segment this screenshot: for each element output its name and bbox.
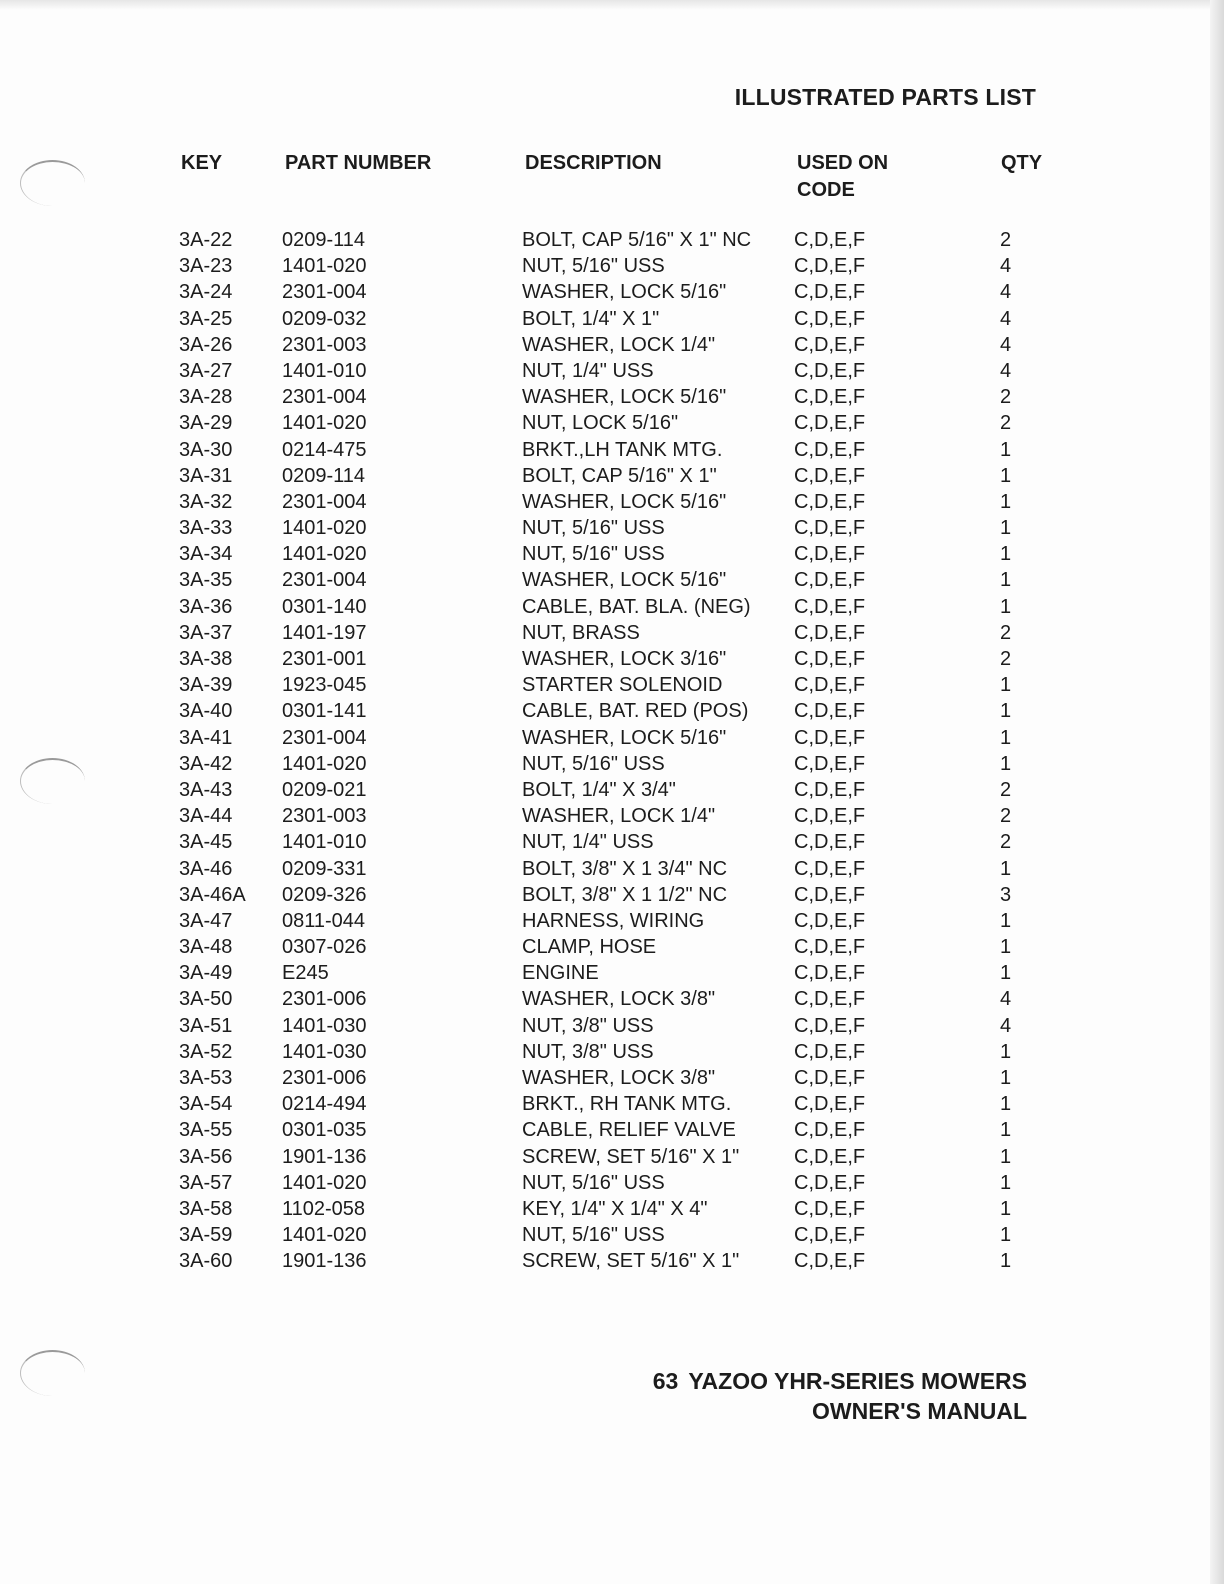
cell-part-number: 0209-021 [282,778,367,801]
table-row [172,1117,1052,1143]
cell-part-number: 0209-032 [282,307,367,330]
cell-part-number: 2301-004 [282,490,367,513]
cell-key: 3A-46A [179,883,246,906]
cell-part-number: 2301-006 [282,1067,367,1089]
cell-used-on-code: C,D,E,F [794,831,866,854]
cell-used-on-code: C,D,E,F [794,569,866,592]
column-header-used-on: USED ON [797,152,889,174]
cell-part-number: 2301-004 [282,281,367,304]
cell-used-on-code: C,D,E,F [794,1197,866,1220]
cell-description: NUT, 5/16" USS [522,517,665,540]
table-row [172,279,1052,305]
footer-manual-series: YAZOO YHR-SERIES MOWERS [688,1368,1027,1394]
cell-qty: 1 [1000,1171,1012,1194]
cell-qty: 1 [1000,726,1012,749]
cell-part-number: 2301-003 [282,805,367,828]
cell-qty: 4 [1000,333,1012,356]
cell-qty: 1 [1000,543,1012,566]
cell-description: WASHER, LOCK 5/16" [522,569,727,592]
column-header-part-number: PART NUMBER [285,152,432,174]
cell-part-number: 0214-494 [282,1093,367,1116]
cell-description: BOLT, 3/8" X 1 1/2" NC [522,883,728,906]
cell-description: NUT, 5/16" USS [522,1171,665,1194]
cell-used-on-code: C,D,E,F [794,857,866,880]
cell-qty: 1 [1000,490,1012,513]
cell-used-on-code: C,D,E,F [794,936,866,959]
cell-key: 3A-57 [179,1171,233,1194]
cell-key: 3A-23 [179,255,233,278]
cell-qty: 1 [1000,936,1012,959]
cell-key: 3A-53 [179,1067,233,1089]
cell-part-number: 1401-020 [282,1171,367,1194]
cell-part-number: 0301-140 [282,595,367,618]
cell-used-on-code: C,D,E,F [794,1093,866,1116]
cell-used-on-code: C,D,E,F [794,778,866,801]
cell-used-on-code: C,D,E,F [794,386,866,409]
cell-used-on-code: C,D,E,F [794,1250,866,1273]
cell-key: 3A-43 [179,778,233,801]
cell-qty: 2 [1000,229,1012,251]
table-row [172,1144,1052,1170]
cell-part-number: 1901-136 [282,1250,367,1273]
cell-key: 3A-54 [179,1093,233,1116]
cell-part-number: 1401-030 [282,1040,367,1063]
cell-key: 3A-59 [179,1224,233,1247]
cell-part-number: 0301-035 [282,1119,367,1142]
cell-key: 3A-27 [179,359,233,382]
table-row [172,856,1052,882]
cell-used-on-code: C,D,E,F [794,726,866,749]
cell-description: WASHER, LOCK 3/8" [522,988,716,1011]
cell-key: 3A-39 [179,674,233,697]
cell-description: WASHER, LOCK 1/4" [522,333,716,356]
cell-description: CABLE, BAT. RED (POS) [522,700,749,723]
cell-qty: 2 [1000,412,1012,435]
cell-qty: 1 [1000,962,1012,985]
page-right-edge [1210,0,1224,1584]
table-row [172,646,1052,672]
page-footer [653,1366,1027,1426]
cell-used-on-code: C,D,E,F [794,752,866,775]
column-header-qty: QTY [1001,152,1043,174]
cell-qty: 1 [1000,464,1012,487]
cell-used-on-code: C,D,E,F [794,883,866,906]
cell-used-on-code: C,D,E,F [794,281,866,304]
cell-description: HARNESS, WIRING [522,909,705,932]
table-row [172,437,1052,463]
table-row [172,908,1052,934]
cell-used-on-code: C,D,E,F [794,988,866,1011]
cell-qty: 4 [1000,359,1012,382]
cell-key: 3A-31 [179,464,233,487]
cell-qty: 2 [1000,621,1012,644]
cell-qty: 1 [1000,595,1012,618]
table-row [172,829,1052,855]
cell-used-on-code: C,D,E,F [794,700,866,723]
cell-part-number: 1401-030 [282,1014,367,1037]
cell-description: NUT, 5/16" USS [522,543,665,566]
cell-key: 3A-42 [179,752,233,775]
cell-part-number: 0811-044 [282,909,366,932]
cell-description: NUT, 1/4" USS [522,359,654,382]
cell-qty: 1 [1000,1250,1012,1273]
cell-description: SCREW, SET 5/16" X 1" [522,1145,740,1168]
cell-description: WASHER, LOCK 1/4" [522,805,716,828]
table-row [172,1039,1052,1065]
cell-key: 3A-47 [179,909,233,932]
cell-part-number: 0307-026 [282,936,367,959]
footer-manual-title: OWNER'S MANUAL [811,1398,1027,1424]
table-row [172,541,1052,567]
cell-part-number: 2301-004 [282,726,367,749]
cell-description: WASHER, LOCK 3/8" [522,1067,716,1089]
cell-key: 3A-58 [179,1197,233,1220]
cell-used-on-code: C,D,E,F [794,674,866,697]
table-row [172,1196,1052,1222]
page-top-edge [0,0,1224,10]
table-row [172,384,1052,410]
cell-part-number: 1401-020 [282,1224,367,1247]
cell-used-on-code: C,D,E,F [794,517,866,540]
cell-used-on-code: C,D,E,F [794,543,866,566]
cell-part-number: 0209-114 [282,229,366,251]
cell-used-on-code: C,D,E,F [794,1067,866,1089]
cell-used-on-code: C,D,E,F [794,333,866,356]
cell-part-number: 1102-058 [282,1197,366,1220]
cell-part-number: 2301-004 [282,386,367,409]
cell-used-on-code: C,D,E,F [794,1040,866,1063]
cell-part-number: 1401-197 [282,621,367,644]
table-row [172,960,1052,986]
cell-qty: 2 [1000,831,1012,854]
table-row [172,567,1052,593]
punch-hole-bottom [20,1350,85,1396]
cell-description: ENGINE [522,962,599,985]
cell-key: 3A-45 [179,831,233,854]
cell-used-on-code: C,D,E,F [794,1014,866,1037]
cell-part-number: 2301-006 [282,988,367,1011]
cell-description: NUT, LOCK 5/16" [522,412,679,435]
cell-part-number: 0209-326 [282,883,367,906]
cell-used-on-code: C,D,E,F [794,621,866,644]
cell-qty: 2 [1000,805,1012,828]
cell-used-on-code: C,D,E,F [794,490,866,513]
cell-description: NUT, 3/8" USS [522,1040,654,1063]
cell-qty: 1 [1000,752,1012,775]
table-row [172,620,1052,646]
cell-key: 3A-25 [179,307,233,330]
cell-key: 3A-60 [179,1250,233,1273]
table-row [172,1248,1052,1274]
cell-description: CABLE, RELIEF VALVE [522,1119,736,1142]
table-row [172,594,1052,620]
cell-used-on-code: C,D,E,F [794,595,866,618]
cell-part-number: 1401-020 [282,752,367,775]
cell-description: STARTER SOLENOID [522,674,723,697]
cell-key: 3A-50 [179,988,233,1011]
cell-description: BOLT, 3/8" X 1 3/4" NC [522,857,728,880]
cell-description: WASHER, LOCK 5/16" [522,386,727,409]
cell-part-number: E245 [282,962,329,985]
cell-used-on-code: C,D,E,F [794,359,866,382]
cell-part-number: 2301-001 [282,648,367,670]
cell-key: 3A-44 [179,805,233,828]
cell-used-on-code: C,D,E,F [794,255,866,278]
table-row [172,934,1052,960]
table-row [172,227,1052,253]
cell-qty: 2 [1000,778,1012,801]
cell-key: 3A-56 [179,1145,233,1168]
table-row [172,358,1052,384]
cell-part-number: 1401-020 [282,255,367,278]
table-row [172,332,1052,358]
cell-key: 3A-28 [179,386,233,409]
cell-key: 3A-34 [179,543,233,566]
cell-used-on-code: C,D,E,F [794,1145,866,1168]
table-row [172,1091,1052,1117]
cell-qty: 4 [1000,281,1012,304]
cell-qty: 1 [1000,1067,1012,1089]
cell-description: NUT, BRASS [522,621,640,644]
table-row [172,1065,1052,1091]
cell-key: 3A-37 [179,621,233,644]
cell-qty: 1 [1000,1119,1012,1142]
cell-qty: 1 [1000,517,1012,540]
cell-description: CLAMP, HOSE [522,936,657,959]
punch-hole-middle [20,758,85,804]
cell-part-number: 1401-020 [282,412,367,435]
cell-key: 3A-46 [179,857,233,880]
cell-description: BRKT., RH TANK MTG. [522,1093,732,1116]
cell-description: WASHER, LOCK 5/16" [522,490,727,513]
table-row [172,253,1052,279]
cell-part-number: 2301-004 [282,569,367,592]
cell-part-number: 0301-141 [282,700,367,723]
cell-description: KEY, 1/4" X 1/4" X 4" [522,1197,708,1220]
cell-key: 3A-49 [179,962,233,985]
cell-used-on-code: C,D,E,F [794,1224,866,1247]
cell-qty: 1 [1000,1093,1012,1116]
cell-part-number: 2301-003 [282,333,367,356]
column-header-description: DESCRIPTION [525,152,662,174]
table-row [172,463,1052,489]
cell-qty: 1 [1000,438,1012,461]
cell-key: 3A-33 [179,517,233,540]
cell-description: BOLT, 1/4" X 1" [522,307,660,330]
cell-part-number: 1401-010 [282,359,367,382]
table-row [172,410,1052,436]
cell-qty: 4 [1000,988,1012,1011]
cell-description: WASHER, LOCK 3/16" [522,648,727,670]
column-header-key: KEY [181,152,223,174]
table-row [172,803,1052,829]
cell-qty: 1 [1000,700,1012,723]
cell-key: 3A-24 [179,281,233,304]
cell-qty: 1 [1000,569,1012,592]
cell-used-on-code: C,D,E,F [794,962,866,985]
cell-qty: 1 [1000,1197,1012,1220]
cell-qty: 4 [1000,1014,1012,1037]
cell-description: NUT, 5/16" USS [522,255,665,278]
table-row [172,306,1052,332]
page-title: ILLUSTRATED PARTS LIST [734,84,1036,110]
cell-key: 3A-36 [179,595,233,618]
column-header-code: CODE [797,179,855,201]
table-row [172,1222,1052,1248]
cell-description: SCREW, SET 5/16" X 1" [522,1250,740,1273]
cell-part-number: 1923-045 [282,674,367,697]
parts-table [172,227,1052,1275]
cell-description: CABLE, BAT. BLA. (NEG) [522,595,751,618]
cell-key: 3A-22 [179,229,233,251]
cell-description: NUT, 1/4" USS [522,831,654,854]
table-row [172,986,1052,1012]
table-row [172,672,1052,698]
cell-used-on-code: C,D,E,F [794,1119,866,1142]
cell-qty: 2 [1000,386,1012,409]
cell-qty: 1 [1000,1224,1012,1247]
cell-description: WASHER, LOCK 5/16" [522,726,727,749]
page-number: 63 [652,1368,679,1394]
cell-description: NUT, 5/16" USS [522,1224,665,1247]
table-row [172,489,1052,515]
table-row [172,698,1052,724]
punch-hole-top [20,160,85,206]
cell-key: 3A-38 [179,648,233,670]
cell-part-number: 1901-136 [282,1145,367,1168]
cell-description: BOLT, 1/4" X 3/4" [522,778,676,801]
cell-used-on-code: C,D,E,F [794,438,866,461]
cell-part-number: 0214-475 [282,438,367,461]
cell-used-on-code: C,D,E,F [794,229,866,251]
cell-used-on-code: C,D,E,F [794,805,866,828]
cell-part-number: 0209-114 [282,464,366,487]
cell-used-on-code: C,D,E,F [794,412,866,435]
table-row [172,725,1052,751]
cell-used-on-code: C,D,E,F [794,307,866,330]
cell-description: WASHER, LOCK 5/16" [522,281,727,304]
cell-key: 3A-51 [179,1014,233,1037]
cell-qty: 1 [1000,857,1012,880]
cell-qty: 1 [1000,1145,1012,1168]
cell-used-on-code: C,D,E,F [794,1171,866,1194]
table-row [172,1170,1052,1196]
column-header-used-on-code [797,150,888,204]
cell-qty: 1 [1000,674,1012,697]
footer-line-1 [653,1366,1027,1396]
cell-description: NUT, 3/8" USS [522,1014,654,1037]
cell-qty: 1 [1000,909,1012,932]
cell-part-number: 1401-020 [282,517,367,540]
cell-key: 3A-29 [179,412,233,435]
table-row [172,1013,1052,1039]
cell-qty: 4 [1000,307,1012,330]
cell-used-on-code: C,D,E,F [794,909,866,932]
cell-key: 3A-32 [179,490,233,513]
cell-qty: 3 [1000,883,1012,906]
cell-key: 3A-40 [179,700,233,723]
cell-description: NUT, 5/16" USS [522,752,665,775]
table-row [172,777,1052,803]
table-row [172,515,1052,541]
cell-part-number: 1401-020 [282,543,367,566]
cell-description: BOLT, CAP 5/16" X 1" [522,464,717,487]
table-row [172,882,1052,908]
cell-part-number: 1401-010 [282,831,367,854]
cell-key: 3A-52 [179,1040,233,1063]
cell-key: 3A-55 [179,1119,233,1142]
cell-key: 3A-30 [179,438,233,461]
cell-used-on-code: C,D,E,F [794,464,866,487]
cell-description: BRKT.,LH TANK MTG. [522,438,723,461]
cell-description: BOLT, CAP 5/16" X 1" NC [522,229,752,251]
cell-qty: 2 [1000,648,1012,670]
cell-key: 3A-41 [179,726,233,749]
cell-used-on-code: C,D,E,F [794,648,866,670]
cell-qty: 1 [1000,1040,1012,1063]
cell-key: 3A-48 [179,936,233,959]
cell-key: 3A-26 [179,333,233,356]
cell-qty: 4 [1000,255,1012,278]
cell-part-number: 0209-331 [282,857,367,880]
table-row [172,751,1052,777]
cell-key: 3A-35 [179,569,233,592]
